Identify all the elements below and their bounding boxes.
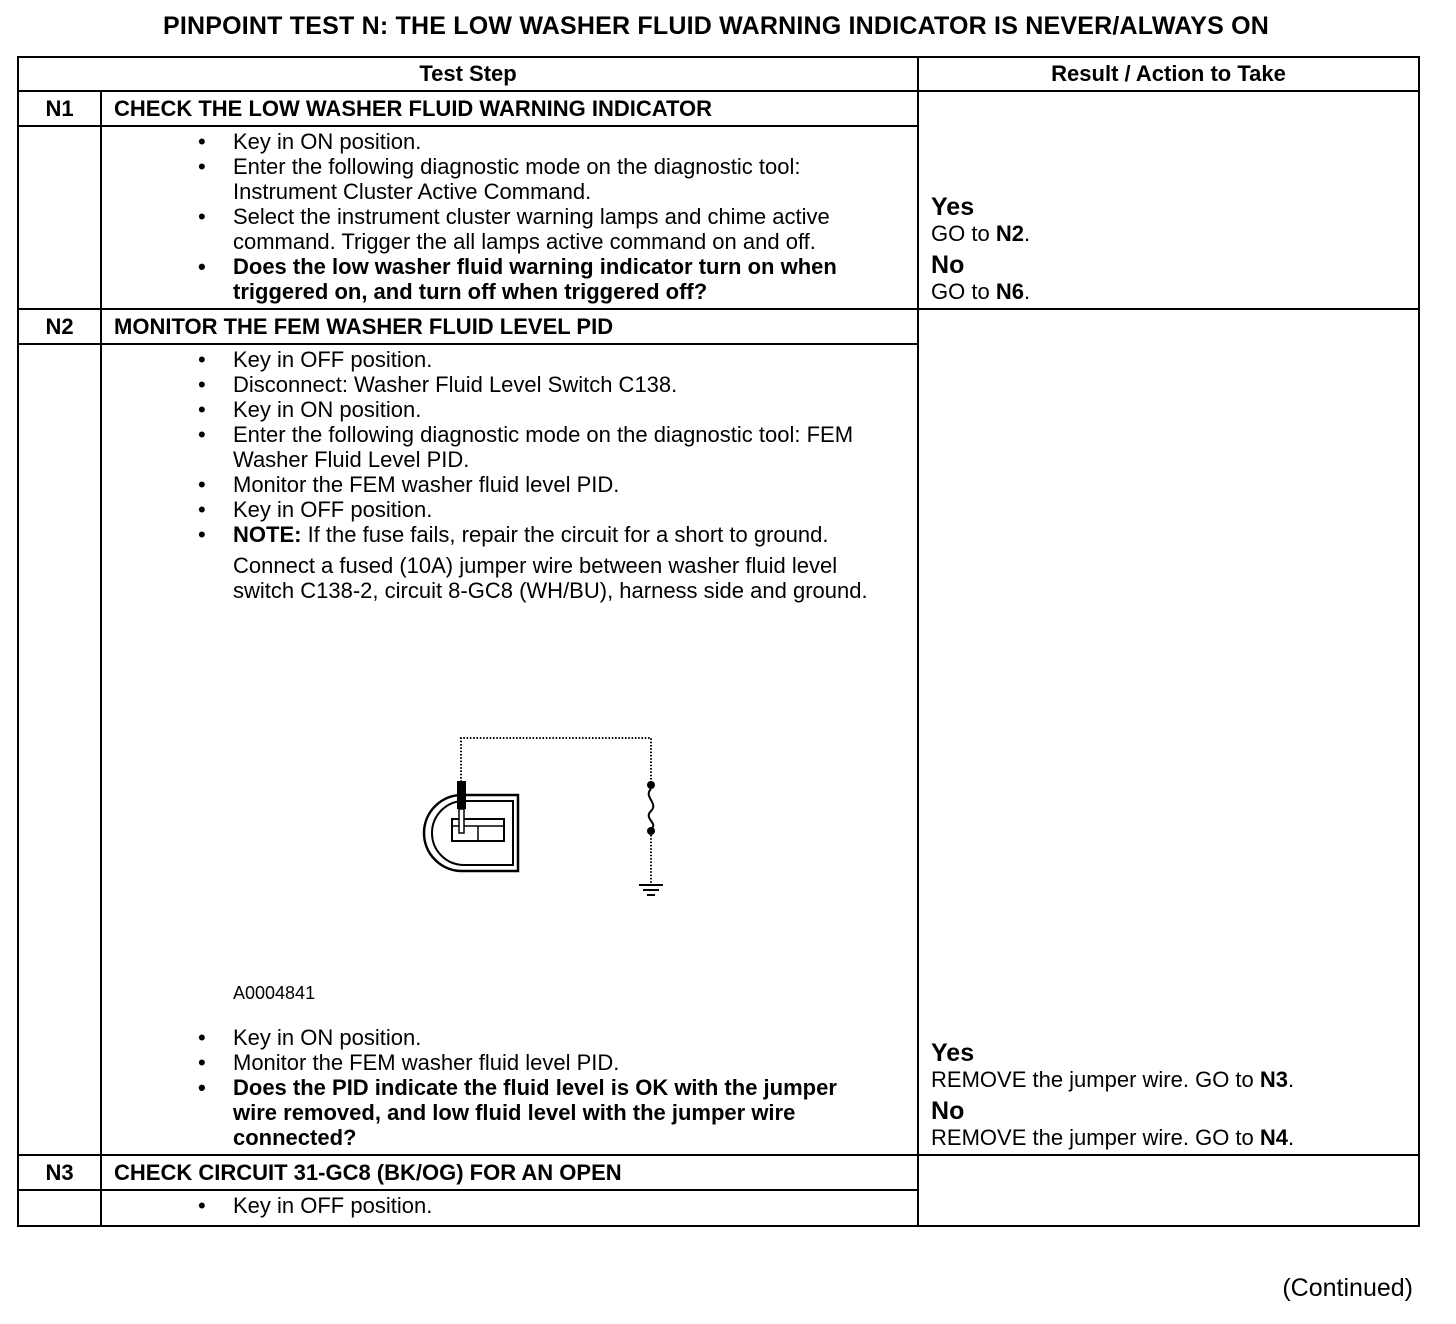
step-body-n1 xyxy=(101,126,918,309)
note-label: NOTE: xyxy=(233,522,302,547)
step-title-n2: MONITOR THE FEM WASHER FLUID LEVEL PID xyxy=(101,309,918,344)
result-n2 xyxy=(918,309,1419,1155)
header-result: Result / Action to Take xyxy=(918,57,1419,91)
continued-label: (Continued) xyxy=(1282,1274,1413,1302)
goto-n3-link[interactable]: N3 xyxy=(1259,1067,1289,1092)
yes-action: GO to N2. xyxy=(931,221,1031,246)
step-body-n2 xyxy=(101,344,918,1155)
step-question-n1: • Does the low washer fluid warning indicator turn on when triggered on, and turn off when triggered off? xyxy=(102,254,917,304)
step-title-n1: CHECK THE LOW WASHER FLUID WARNING INDICATOR xyxy=(101,91,918,126)
list-item: • Key in ON position. xyxy=(102,129,917,154)
list-item: • Key in ON position. xyxy=(102,397,917,422)
no-label: No xyxy=(931,251,965,279)
list-item: • Monitor the FEM washer fluid level PID. xyxy=(102,472,917,497)
step-body-spacer-n1 xyxy=(18,126,101,309)
result-n3 xyxy=(918,1155,1419,1226)
goto-n6-link[interactable]: N6 xyxy=(995,279,1024,304)
list-item: • Key in ON position. xyxy=(102,1025,917,1050)
step-body-spacer-n3 xyxy=(18,1190,101,1226)
no-action: REMOVE the jumper wire. GO to N4. xyxy=(931,1125,1295,1150)
connector-jumper-diagram xyxy=(402,733,702,913)
step-body-spacer-n2 xyxy=(18,344,101,1155)
goto-n4-link[interactable]: N4 xyxy=(1259,1125,1289,1150)
connect-instruction: Connect a fused (10A) jumper wire between washer fluid level switch C138-2, circuit 8-GC8 (WH/BU), harness side and ground. xyxy=(233,553,868,603)
list-item: • Select the instrument cluster warning lamps and chime active command. Trigger the all lamps active command on and off. xyxy=(102,204,917,254)
list-item: • Disconnect: Washer Fluid Level Switch C138. xyxy=(102,372,917,397)
no-label: No xyxy=(931,1097,965,1125)
yes-action: REMOVE the jumper wire. GO to N3. xyxy=(931,1067,1295,1092)
list-item: • Enter the following diagnostic mode on the diagnostic tool: Instrument Cluster Active Command. xyxy=(102,154,917,204)
fuse-terminal-top xyxy=(647,781,655,789)
yes-label: Yes xyxy=(931,193,975,221)
yes-label: Yes xyxy=(931,1039,975,1067)
step-id-n3: N3 xyxy=(18,1155,101,1190)
step-question-n2: • Does the PID indicate the fluid level is OK with the jumper wire removed, and low fluid level with the jumper wire connected? xyxy=(102,1075,917,1150)
fuse-symbol xyxy=(649,789,654,829)
goto-n2-link[interactable]: N2 xyxy=(995,221,1024,246)
jumper-probe xyxy=(457,781,466,809)
note-text: If the fuse fails, repair the circuit for a short to ground. xyxy=(301,522,829,547)
jumper-wire-figure xyxy=(102,603,917,1023)
step-title-n3: CHECK CIRCUIT 31-GC8 (BK/OG) FOR AN OPEN xyxy=(101,1155,918,1190)
header-test-step: Test Step xyxy=(18,57,918,91)
figure-id: A0004841 xyxy=(233,983,316,1003)
step-id-n2: N2 xyxy=(18,309,101,344)
step-id-n1: N1 xyxy=(18,91,101,126)
note-item xyxy=(102,522,917,547)
pinpoint-test-table xyxy=(17,56,1420,1227)
list-item: • Key in OFF position. xyxy=(102,347,917,372)
result-n1 xyxy=(918,91,1419,309)
step-body-n3 xyxy=(101,1190,918,1226)
list-item: • Enter the following diagnostic mode on the diagnostic tool: FEM Washer Fluid Level PID. xyxy=(102,422,917,472)
list-item: • Key in OFF position. xyxy=(102,497,917,522)
no-action: GO to N6. xyxy=(931,279,1031,304)
fuse-terminal-bottom xyxy=(647,827,655,835)
list-item: • Key in OFF position. xyxy=(102,1193,917,1218)
list-item: • Monitor the FEM washer fluid level PID. xyxy=(102,1050,917,1075)
page-title: PINPOINT TEST N: THE LOW WASHER FLUID WARNING INDICATOR IS NEVER/ALWAYS ON xyxy=(162,12,1270,40)
